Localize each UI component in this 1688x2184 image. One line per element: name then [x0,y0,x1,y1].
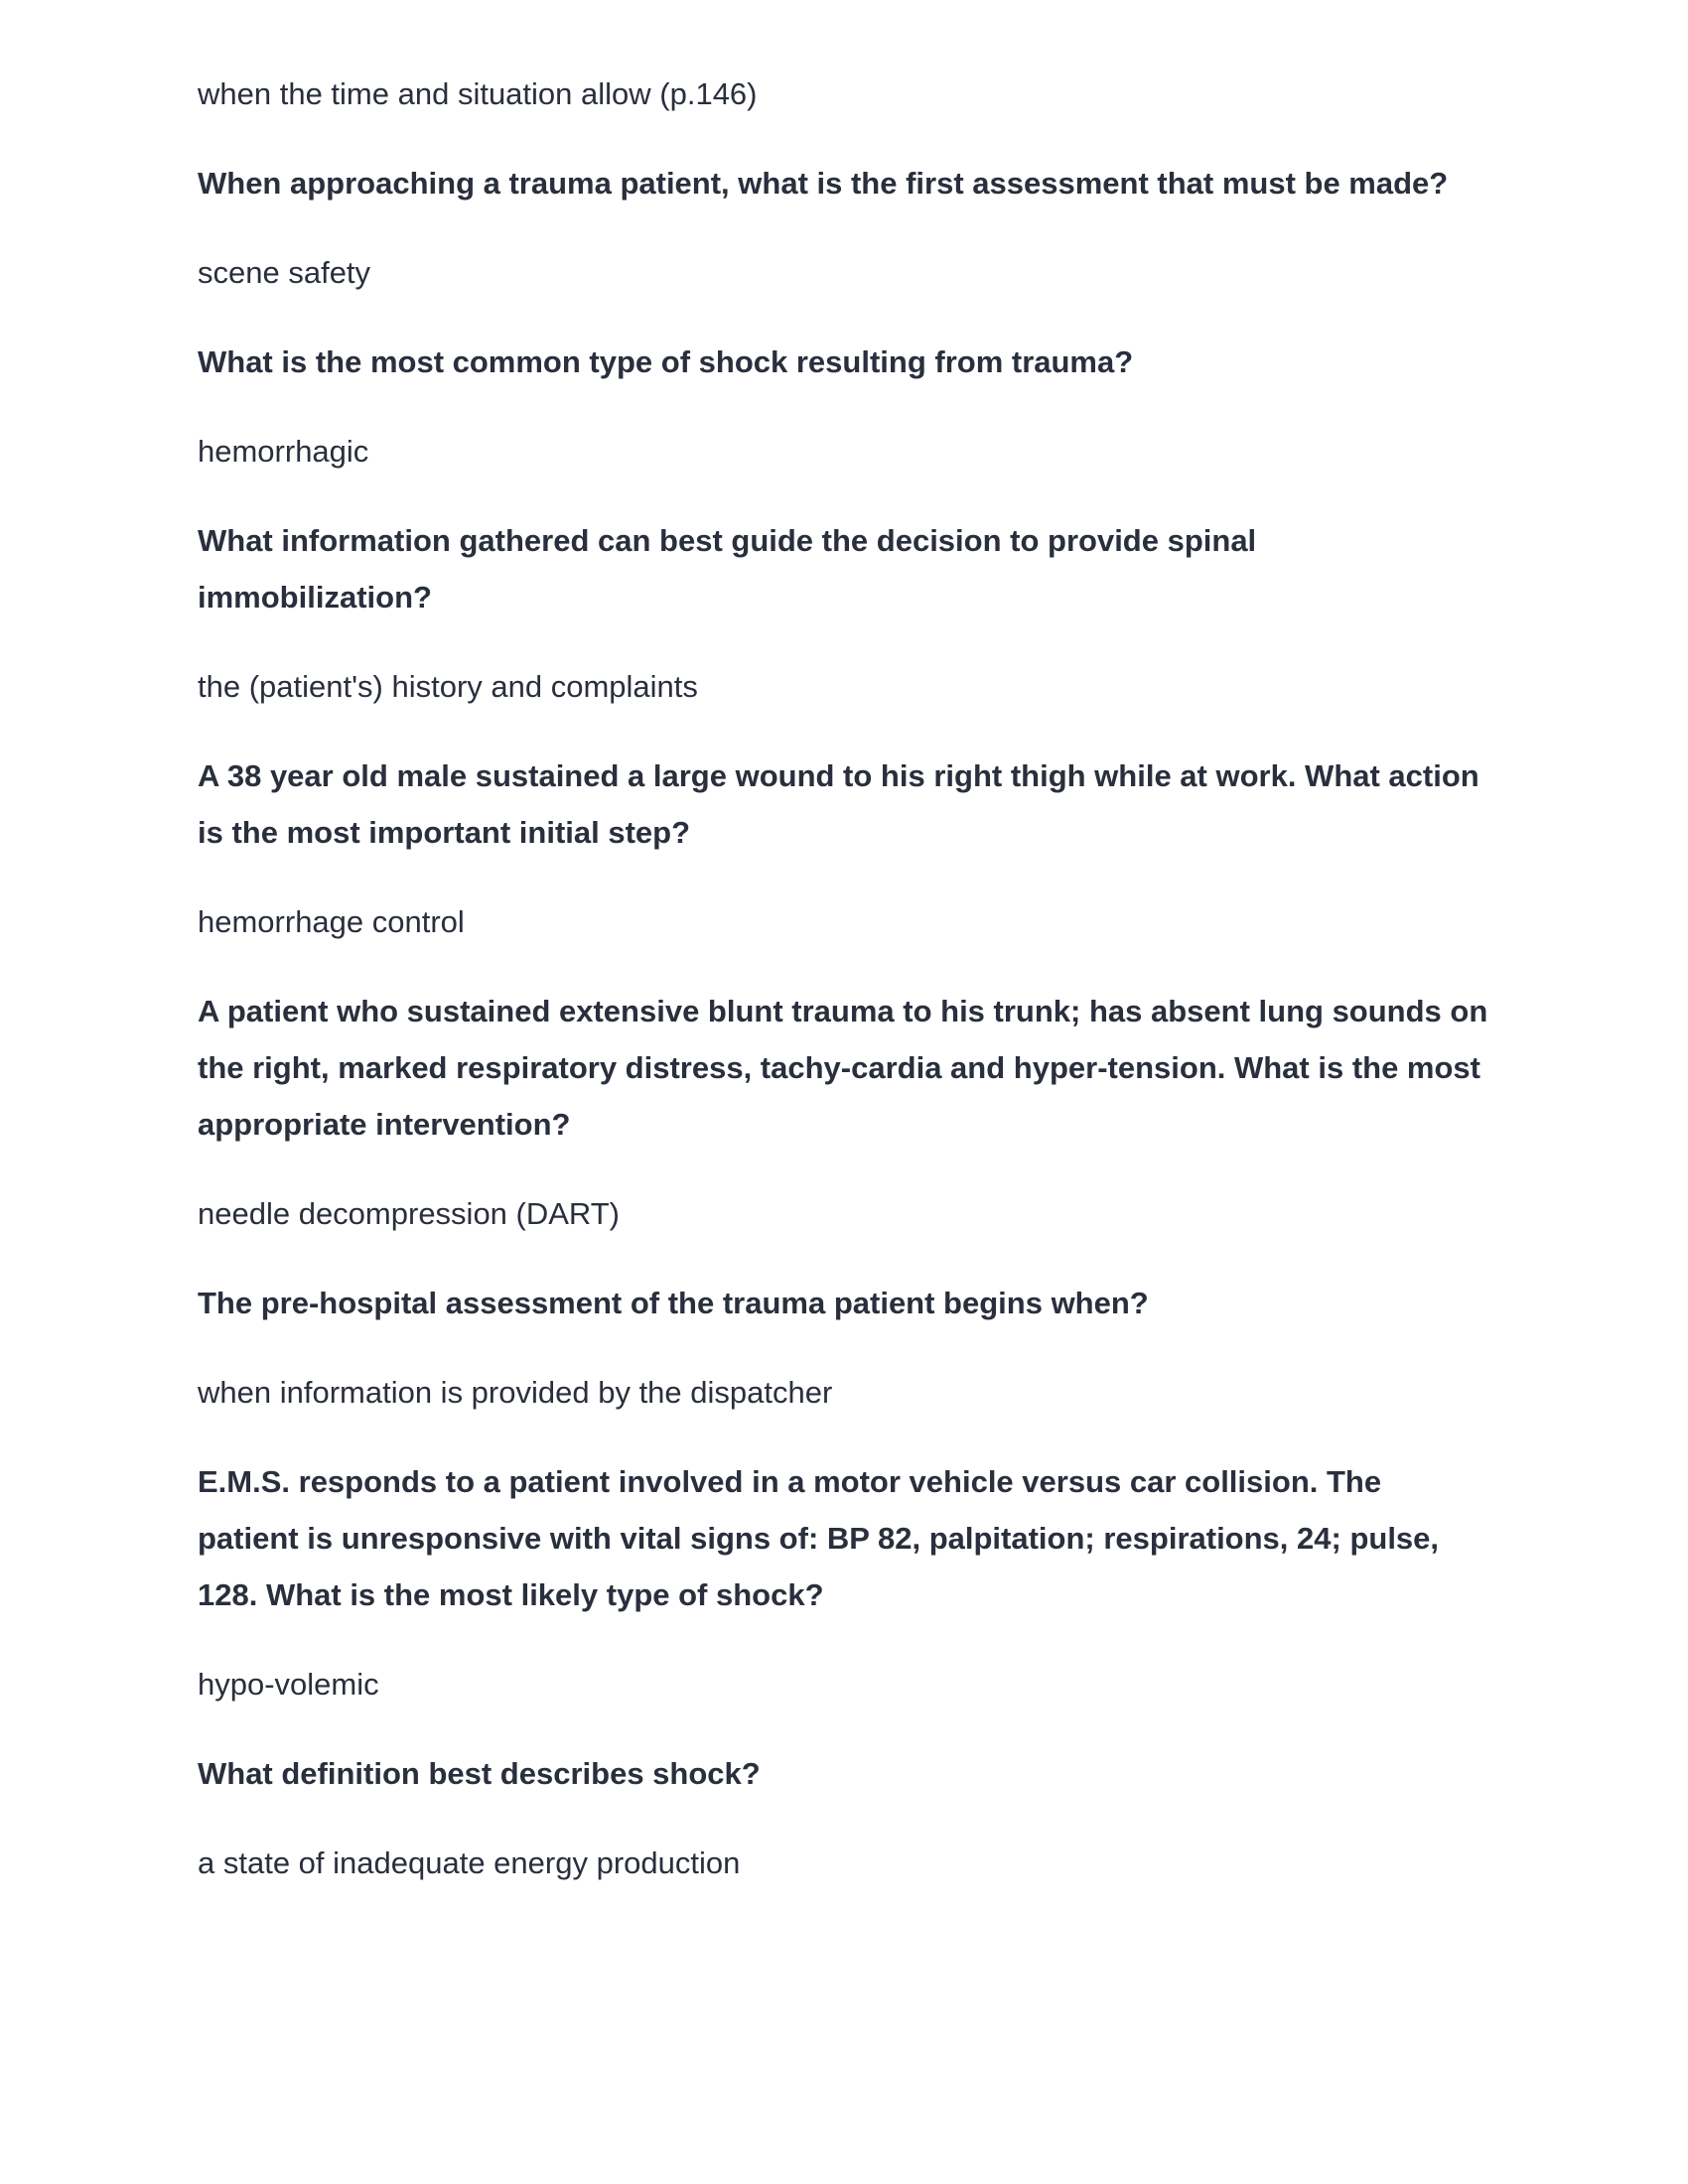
answer-text: needle decompression (DART) [198,1196,621,1231]
answer-text: hemorrhagic [198,434,369,469]
question-text: What definition best describes shock? [198,1756,761,1791]
question-text: When approaching a trauma patient, what is the first assessment that must be made? [198,166,1449,201]
answer-text: when the time and situation allow (p.146) [198,76,758,111]
answer-text: hypo-volemic [198,1667,379,1702]
answer-text: scene safety [198,255,371,290]
question-text: A 38 year old male sustained a large wound to his right thigh while at work. What action is the most important initial step? [198,758,1479,850]
question-text: The pre-hospital assessment of the trauma patient begins when? [198,1286,1149,1320]
answer-text: a state of inadequate energy production [198,1845,741,1880]
answer-text: the (patient's) history and complaints [198,669,698,704]
answer-text: hemorrhage control [198,904,465,939]
question-text: A patient who sustained extensive blunt trauma to his trunk; has absent lung sounds on the right, marked respiratory distress, tachy-cardia and hyper-tension. What is the most appropriate intervention? [198,994,1488,1142]
question-text: What is the most common type of shock resulting from trauma? [198,344,1134,379]
question-text: What information gathered can best guide the decision to provide spinal immobilization? [198,523,1257,614]
answer-text: when information is provided by the dispatcher [198,1375,833,1410]
question-text: E.M.S. responds to a patient involved in a motor vehicle versus car collision. The patient is unresponsive with vital signs of: BP 82, palpitation; respirations, 24; pulse, 128. What is the most likely type of shock? [198,1464,1440,1612]
flashcard-document [198,66,1488,1924]
